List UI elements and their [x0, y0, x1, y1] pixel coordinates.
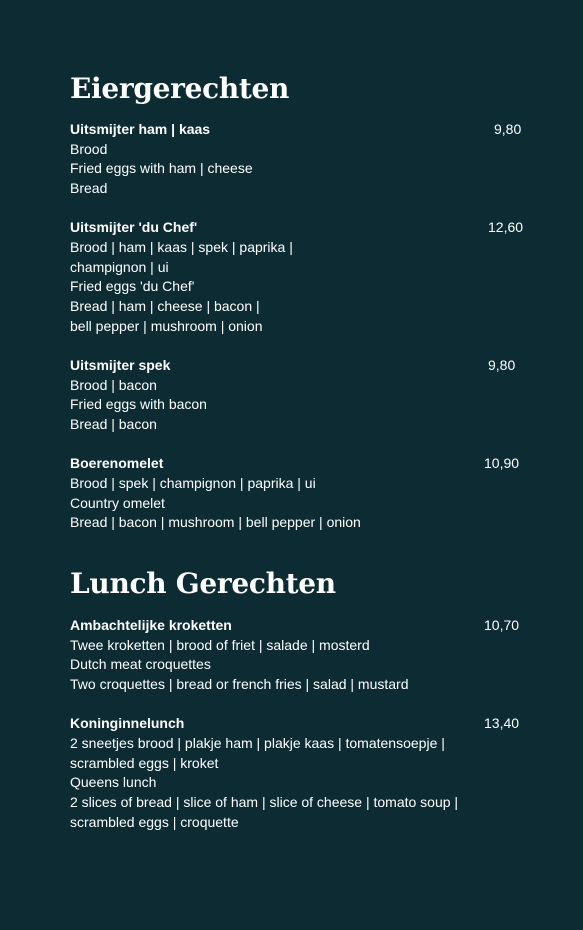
menu-item-line: Bread | bacon	[70, 416, 157, 433]
menu-item-price: 10,90	[484, 455, 520, 472]
menu-item-line: Bread	[70, 180, 108, 197]
menu-item-line: Fried eggs 'du Chef'	[70, 278, 195, 295]
menu-item-price: 12,60	[488, 219, 524, 236]
menu-item-header	[70, 120, 530, 140]
menu-item-line: 2 slices of bread | slice of ham | slice of cheese | tomato soup |	[70, 794, 459, 811]
menu-item-name: Ambachtelijke kroketten	[70, 617, 232, 634]
section-eiergerechten	[70, 70, 530, 533]
menu-item-header	[70, 356, 530, 376]
menu-item-line: Bread | bacon | mushroom | bell pepper | onion	[70, 514, 361, 531]
menu-item-line: Bread | ham | cheese | bacon |	[70, 298, 260, 315]
menu-item-name: Uitsmijter spek	[70, 357, 171, 373]
menu-item-line: Two croquettes | bread or french fries | salad | mustard	[70, 676, 409, 693]
menu-item-line: Brood | ham | kaas | spek | paprika |	[70, 238, 293, 255]
menu-item	[70, 120, 530, 199]
menu-item-line: Brood | spek | champignon | paprika | ui	[70, 474, 316, 491]
menu-item	[70, 714, 530, 832]
menu-item	[70, 616, 530, 695]
menu-item-price: 10,70	[484, 617, 520, 634]
section-title: Eiergerechten	[70, 72, 290, 105]
menu-item-price: 9,80	[488, 357, 516, 373]
menu-item-line: scrambled eggs | kroket	[70, 754, 219, 771]
menu-item-name: Uitsmijter 'du Chef'	[70, 219, 198, 236]
menu-item-line: Queens lunch	[70, 774, 157, 791]
menu-item-line: scrambled eggs | croquette	[70, 813, 239, 830]
menu-item	[70, 454, 530, 533]
menu-item-line: bell pepper | mushroom | onion	[70, 317, 263, 334]
menu-item	[70, 218, 530, 336]
section-title: Lunch Gerechten	[70, 567, 336, 601]
menu-item-name: Boerenomelet	[70, 455, 164, 472]
menu-item-name: Koninginnelunch	[70, 715, 185, 732]
menu-item-price: 9,80	[494, 121, 522, 137]
menu-item-header	[70, 218, 530, 238]
menu-item-line: Brood	[70, 140, 108, 157]
menu-item-name: Uitsmijter ham | kaas	[70, 121, 211, 137]
section-lunch-gerechten	[70, 565, 530, 833]
menu-item-line: Country omelet	[70, 494, 165, 511]
menu-item-header	[70, 714, 530, 734]
menu-item-price: 13,40	[484, 715, 520, 732]
menu-item-header	[70, 454, 530, 474]
menu-item-line: Dutch meat croquettes	[70, 656, 211, 673]
menu-item-line: Brood | bacon	[70, 376, 157, 393]
menu-page	[70, 70, 530, 852]
menu-item-line: 2 sneetjes brood | plakje ham | plakje kaas | tomatensoepje |	[70, 735, 445, 752]
menu-item-line: Fried eggs with bacon	[70, 396, 207, 413]
menu-item-header	[70, 616, 530, 636]
menu-item-line: Twee kroketten | brood of friet | salade | mosterd	[70, 636, 370, 653]
menu-item-line: Fried eggs with ham | cheese	[70, 160, 253, 177]
menu-item-line: champignon | ui	[70, 258, 169, 275]
menu-item	[70, 356, 530, 435]
